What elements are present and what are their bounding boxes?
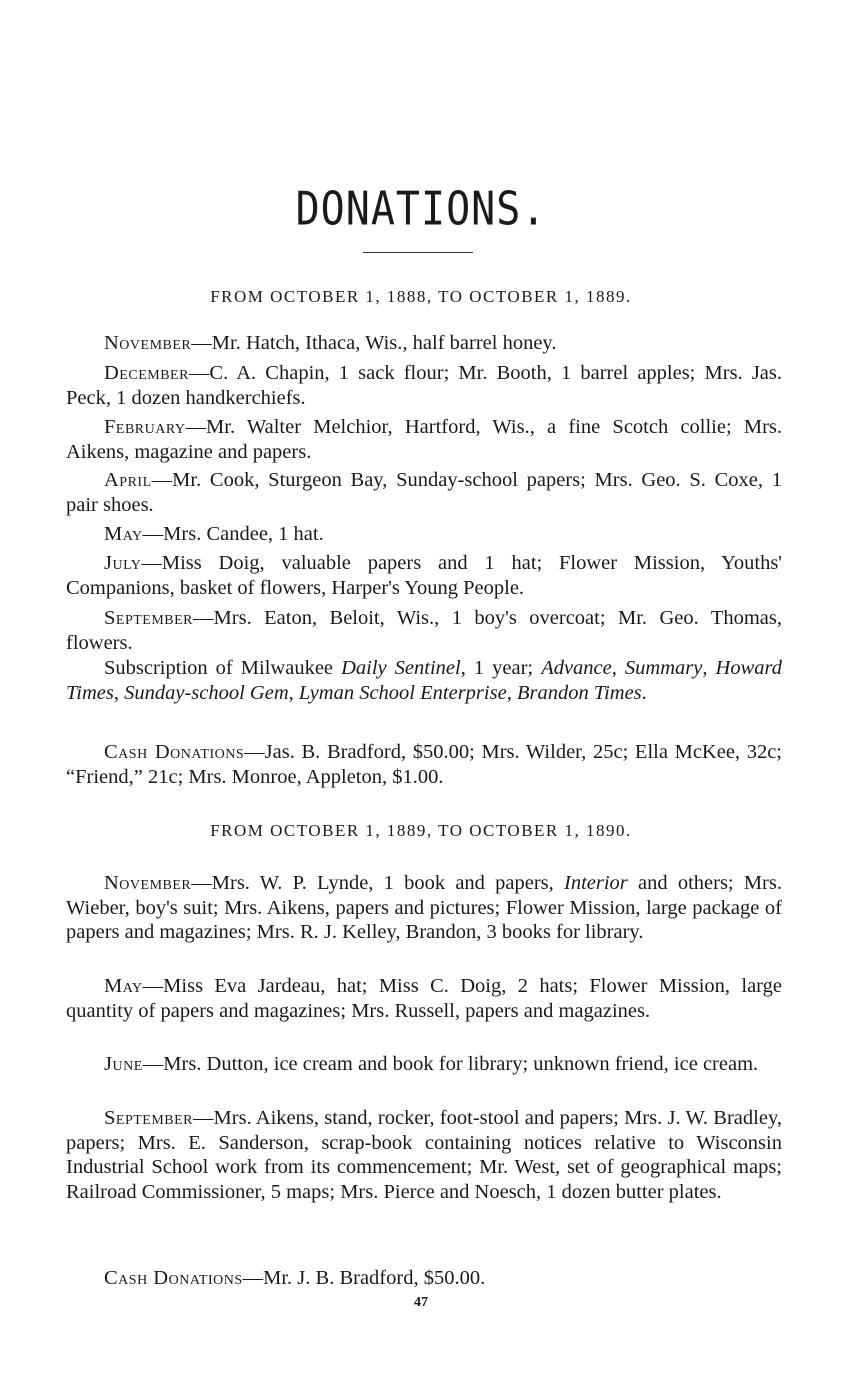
entry-text: —Mrs. Dutton, ice cream and book for library; unknown friend, ice cream. [142, 1053, 759, 1075]
entry-text: —Mr. Hatch, Ithaca, Wis., half barrel honey. [191, 332, 557, 354]
subscriptions-entry [66, 656, 782, 705]
cash-donations-1890 [66, 1266, 782, 1291]
period-heading-1888: FROM OCTOBER 1, 1888, TO OCTOBER 1, 1889. [210, 287, 632, 306]
subscription-text: , 1 year; [460, 657, 542, 679]
entry-text: —Mrs. W. P. Lynde, 1 book and papers, [191, 872, 564, 894]
entry-june-1890 [66, 1052, 782, 1077]
separator: , [113, 681, 125, 704]
entry-september-1890 [66, 1106, 782, 1204]
separator: , [506, 681, 517, 704]
entry-april-1889 [66, 468, 782, 517]
entry-text: —C. A. Chapin, 1 sack flour; Mr. Booth, 1 barrel apples; Mrs. Jas. Peck, 1 dozen handkerchiefs. [66, 362, 782, 409]
entry-february-1889 [66, 415, 782, 464]
publication-title: Sunday-school Gem [124, 681, 289, 704]
publication-title: Lyman School Enterprise [298, 681, 507, 704]
month-label: December [104, 362, 189, 384]
publication-title: Daily Sentinel [341, 657, 461, 679]
separator: , [288, 681, 299, 704]
entry-may-1889 [66, 522, 782, 547]
title-rule [363, 252, 473, 253]
entry-text: —Miss Eva Jardeau, hat; Miss C. Doig, 2 hats; Flower Mission, large quantity of papers and magazines; Mrs. Russell, papers and magazines. [66, 975, 782, 1022]
cash-label: Cash Donations [104, 1267, 243, 1289]
separator: . [641, 681, 647, 704]
publication-title: Interior [564, 872, 628, 894]
entry-text: —Mr. J. B. Bradford, $50.00. [242, 1267, 486, 1289]
entry-text: —Jas. B. Bradford, $50.00; Mrs. Wilder, 25c; Ella McKee, 32c; “Friend,” 21c; Mrs. Monroe, Appleton, $1.00. [66, 741, 782, 788]
entry-text: —Mr. Walter Melchior, Hartford, Wis., a fine Scotch collie; Mrs. Aikens, magazine and papers. [66, 416, 782, 463]
month-label: September [104, 1107, 194, 1129]
month-label: May [104, 975, 143, 997]
cash-label: Cash Donations [104, 741, 245, 763]
entry-text: —Mrs. Eaton, Beloit, Wis., 1 boy's overcoat; Mr. Geo. Thomas, flowers. [66, 607, 782, 654]
month-label: July [104, 552, 142, 574]
entry-september-1889 [66, 606, 782, 655]
separator: , [702, 657, 716, 679]
entry-text: —Mrs. Candee, 1 hat. [142, 523, 324, 545]
month-label: November [104, 332, 192, 354]
page-number: 47 [414, 1295, 428, 1310]
month-label: May [104, 523, 143, 545]
entry-text: —Miss Doig, valuable papers and 1 hat; Flower Mission, Youths' Companions, basket of flowers, Harper's Young People. [66, 552, 782, 599]
entry-may-1890 [66, 974, 782, 1023]
publication-title: Howard Times [66, 657, 782, 704]
publication-title: Brandon Times [516, 681, 642, 704]
publication-title: Advance, Summary [541, 657, 703, 679]
month-label: June [104, 1053, 143, 1075]
entry-july-1889 [66, 551, 782, 600]
entry-november-1888 [66, 331, 782, 356]
month-label: September [104, 607, 194, 629]
entry-text: —Mrs. Aikens, stand, rocker, foot-stool and papers; Mrs. J. W. Bradley, papers; Mrs. E. Sanderson, scrap-book containing notices relative to Wisconsin Industrial School work from its commencement; Mr. West, set of geographical maps; Railroad Commissioner, 5 maps; Mrs. Pierce and Noesch, 1 dozen butter plates. [66, 1107, 782, 1203]
entry-text: and others; Mrs. Wieber, boy's suit; Mrs. Aikens, papers and pictures; Flower Mission, large package of papers and magazines; Mrs. R. J. Kelley, Brandon, 3 books for library. [66, 872, 782, 943]
page-title: DONATIONS. [295, 183, 547, 236]
entry-december-1888 [66, 361, 782, 410]
entry-november-1889 [66, 871, 782, 945]
entry-text: —Mr. Cook, Sturgeon Bay, Sunday-school papers; Mrs. Geo. S. Coxe, 1 pair shoes. [66, 469, 782, 516]
month-label: November [104, 872, 192, 894]
month-label: February [104, 416, 186, 438]
month-label: April [104, 469, 152, 491]
subscription-text: Subscription of Milwaukee [104, 657, 342, 679]
cash-donations-1889 [66, 740, 782, 789]
period-heading-1889: FROM OCTOBER 1, 1889, TO OCTOBER 1, 1890. [210, 821, 632, 840]
